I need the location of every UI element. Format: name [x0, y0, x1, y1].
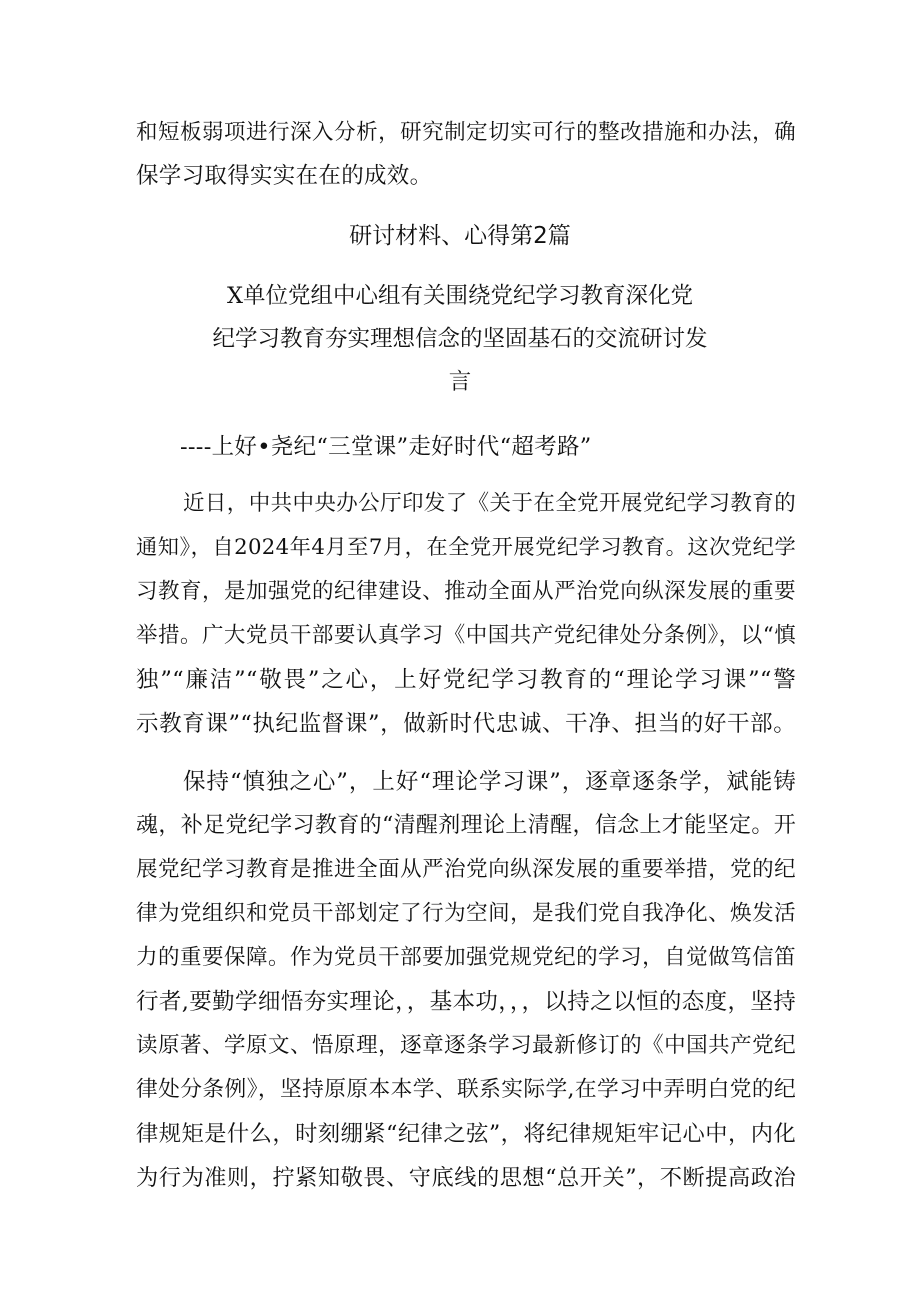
paragraph1-line-2: 通知》，自2024年4月至7月，在全党开展党纪学习教育。这次党纪学	[136, 535, 796, 560]
title-line-3: 言	[448, 369, 472, 395]
paragraph1-line-4: 举措。广大党员干部要认真学习《中国共产党纪律处分条例》，以“慎	[136, 623, 796, 648]
subtitle: ----上好•尧纪“三堂课”走好时代“超考路”	[180, 434, 592, 460]
paragraph2-line-5: 力的重要保障。作为党员干部要加强党规党纪的学习，自觉做笃信笛	[136, 945, 796, 970]
paragraph2-line-2: 魂，补足党纪学习教育的“清醒剂理论上清醒，信念上才能坚定。开	[136, 813, 796, 838]
paragraph2-line-9: 律规矩是什么，时刻绷紧“纪律之弦”，将纪律规矩牢记心中，内化	[136, 1121, 796, 1147]
paragraph2-line-4: 律为党组织和党员干部划定了行为空间，是我们党自我净化、焕发活	[136, 901, 796, 926]
paragraph1-line-6: 示教育课”“执纪监督课”，做新时代忠诚、干净、担当的好干部。	[136, 711, 796, 737]
paragraph2-line-1: 保持“慎独之心”，上好“理论学习课”，逐章逐条学，斌能铸	[183, 769, 796, 795]
paragraph1-line-1: 近日，中共中央办公厅印发了《关于在全党开展党纪学习教育的	[183, 491, 796, 516]
paragraph2-line-7: 读原著、学原文、悟原理，逐章逐条学习最新修订的《中国共产党纪	[136, 1033, 796, 1058]
paragraph2-line-3: 展党纪学习教育是推进全面从严治党向纵深发展的重要举措，党的纪	[136, 857, 796, 882]
intro-line-1: 和短板弱项进行深入分析，研究制定切实可行的整改措施和办法，确	[136, 120, 796, 145]
paragraph1-line-3: 习教育，是加强党的纪律建设、推动全面从严治党向纵深发展的重要	[136, 579, 796, 604]
paragraph1-line-5: 独”“廉洁”“敬畏”之心，上好党纪学习教育的“理论学习课”“警	[136, 667, 796, 693]
title-line-2: 纪学习教育夯实理想信念的坚固基石的交流研讨发	[212, 326, 708, 352]
section-heading: 研讨材料、心得第2篇	[349, 223, 571, 249]
title-line-1: X单位党组中心组有关围绕党纪学习教育深化党	[226, 283, 694, 309]
paragraph2-line-8: 律处分条例》，坚持原原本本学、联系实际学,在学习中弄明白党的纪	[136, 1077, 796, 1102]
paragraph2-line-6: 行者,要勤学细悟夯实理论，，基本功，，，以持之以恒的态度，坚持	[136, 989, 796, 1015]
intro-line-2: 保学习取得实实在在的成效。	[136, 163, 433, 189]
paragraph2-line-10: 为行为准则，拧紧知敬畏、守底线的思想“总开关”，不断提高政治	[136, 1165, 796, 1191]
